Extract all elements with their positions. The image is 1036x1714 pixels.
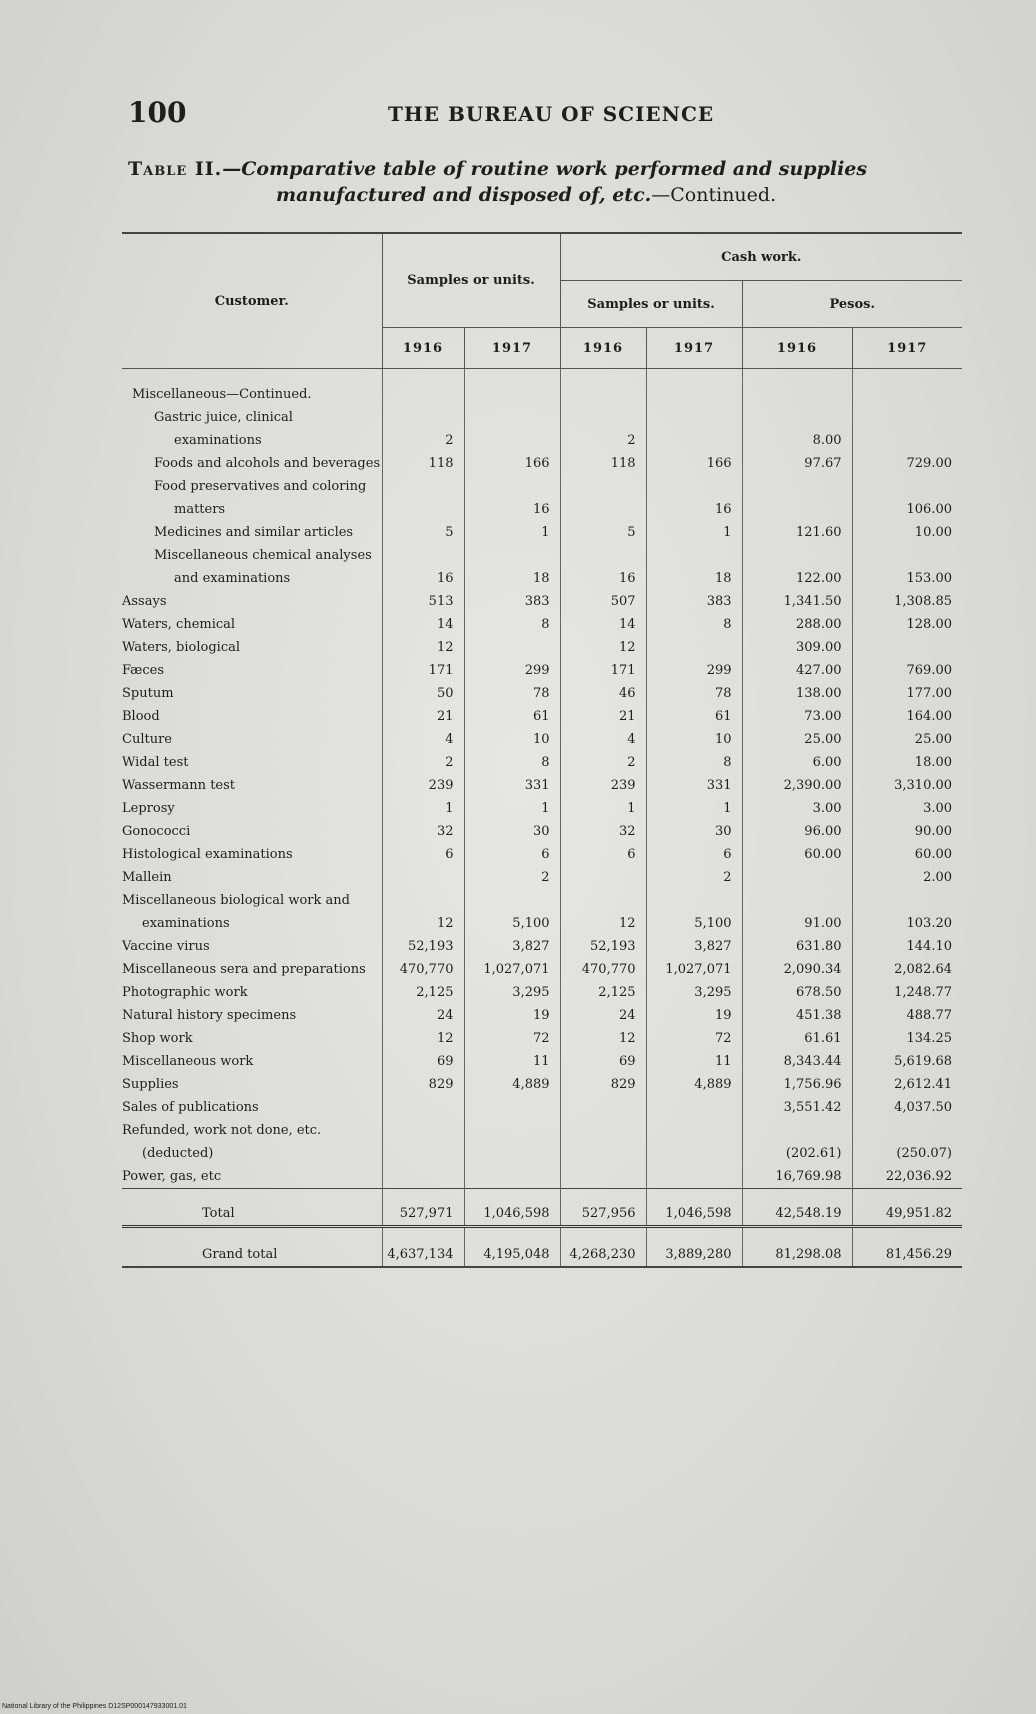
grand-total-row-value: 81,298.08	[742, 1227, 852, 1268]
row-value: 166	[464, 452, 560, 475]
header-year: 1917	[852, 328, 962, 369]
row-value: 106.00	[852, 475, 962, 521]
table-row	[122, 590, 962, 613]
total-row-value: 527,971	[382, 1189, 464, 1227]
row-value: 2	[464, 866, 560, 889]
table-row	[122, 1050, 962, 1073]
row-value: 61.61	[742, 1027, 852, 1050]
row-value	[560, 1165, 646, 1189]
row-value: 171	[382, 659, 464, 682]
table-row	[122, 544, 962, 590]
row-value: 69	[382, 1050, 464, 1073]
row-value: 3,827	[646, 935, 742, 958]
row-value: 103.20	[852, 889, 962, 935]
row-value: 1,027,071	[646, 958, 742, 981]
row-value: 488.77	[852, 1004, 962, 1027]
row-value	[382, 369, 464, 407]
row-value	[560, 369, 646, 407]
row-value: 16	[646, 475, 742, 521]
row-value: 3,827	[464, 935, 560, 958]
grand-total-row-value: 81,456.29	[852, 1227, 962, 1268]
row-value	[560, 866, 646, 889]
row-label: Natural history specimens	[122, 1008, 297, 1023]
row-value: 10	[464, 728, 560, 751]
row-value: 2,125	[382, 981, 464, 1004]
row-value: 12	[560, 889, 646, 935]
row-value: 6	[464, 843, 560, 866]
table-row	[122, 1165, 962, 1189]
caption-line-1: —Comparative table of routine work performed and supplies	[222, 158, 868, 180]
table-row	[122, 820, 962, 843]
table-row	[122, 981, 962, 1004]
row-value: 16	[382, 544, 464, 590]
table-row	[122, 369, 962, 407]
table-label: Table II.	[128, 158, 223, 180]
row-value: 1	[464, 797, 560, 820]
row-value: 12	[382, 636, 464, 659]
row-value	[560, 1119, 646, 1165]
row-value: 21	[560, 705, 646, 728]
grand-total-row-value: 3,889,280	[646, 1227, 742, 1268]
row-value: 164.00	[852, 705, 962, 728]
row-value: 1	[646, 797, 742, 820]
header-year: 1916	[382, 328, 464, 369]
row-value: 1,308.85	[852, 590, 962, 613]
row-value	[742, 866, 852, 889]
row-value: 144.10	[852, 935, 962, 958]
table-row	[122, 843, 962, 866]
row-value: 2,090.34	[742, 958, 852, 981]
row-value: 2	[382, 751, 464, 774]
row-label: Culture	[122, 732, 172, 747]
row-label: Wassermann test	[122, 778, 236, 793]
row-value: 829	[382, 1073, 464, 1096]
row-value: 383	[464, 590, 560, 613]
row-value: 769.00	[852, 659, 962, 682]
row-value: 5,100	[464, 889, 560, 935]
grand-total-row-label: Grand total	[122, 1227, 382, 1268]
row-value: 177.00	[852, 682, 962, 705]
row-value: 1	[382, 797, 464, 820]
row-value: 331	[646, 774, 742, 797]
row-value: 470,770	[560, 958, 646, 981]
row-value	[560, 475, 646, 521]
row-value: 121.60	[742, 521, 852, 544]
row-value	[852, 369, 962, 407]
row-value: 5,100	[646, 889, 742, 935]
row-label: Leprosy	[122, 801, 175, 816]
row-value: 11	[646, 1050, 742, 1073]
row-label: Gastric juice, clinical examinations	[154, 410, 293, 448]
grand-total-row-value: 4,637,134	[382, 1227, 464, 1268]
row-value: 18.00	[852, 751, 962, 774]
row-label: Miscellaneous biological work and examinations	[122, 893, 350, 931]
row-value	[646, 636, 742, 659]
header-year: 1917	[464, 328, 560, 369]
row-value: 3,551.42	[742, 1096, 852, 1119]
row-value: 10	[646, 728, 742, 751]
caption-suffix: —Continued.	[651, 184, 777, 206]
row-value: 72	[646, 1027, 742, 1050]
row-label: Shop work	[122, 1031, 193, 1046]
row-value: 2	[646, 866, 742, 889]
row-value: 6	[560, 843, 646, 866]
grand-total-row-value: 4,195,048	[464, 1227, 560, 1268]
row-value: 118	[382, 452, 464, 475]
row-value: 1,341.50	[742, 590, 852, 613]
row-value: 288.00	[742, 613, 852, 636]
row-value: 3,295	[464, 981, 560, 1004]
table-row	[122, 452, 962, 475]
row-label: Miscellaneous sera and preparations	[122, 962, 366, 977]
row-value: 383	[646, 590, 742, 613]
row-label: Waters, biological	[122, 640, 241, 655]
row-value: 30	[646, 820, 742, 843]
row-value: 19	[646, 1004, 742, 1027]
row-label: Refunded, work not done, etc. (deducted)	[122, 1123, 322, 1161]
row-value: 18	[464, 544, 560, 590]
table-row	[122, 774, 962, 797]
row-value	[560, 1096, 646, 1119]
table-row	[122, 636, 962, 659]
table-row	[122, 935, 962, 958]
table-row	[122, 1073, 962, 1096]
row-value	[852, 636, 962, 659]
row-value	[464, 369, 560, 407]
table-row	[122, 705, 962, 728]
row-value: 3.00	[852, 797, 962, 820]
library-stamp: National Library of the Philippines D12SP000147933001.01	[2, 1703, 187, 1710]
row-label: Sputum	[122, 686, 174, 701]
row-value	[382, 1165, 464, 1189]
row-value: 8	[646, 751, 742, 774]
table-row	[122, 866, 962, 889]
row-value: (202.61)	[742, 1119, 852, 1165]
row-value	[464, 406, 560, 452]
row-value	[382, 866, 464, 889]
row-value: 14	[560, 613, 646, 636]
row-value: 14	[382, 613, 464, 636]
row-value: 97.67	[742, 452, 852, 475]
row-value: 4,889	[646, 1073, 742, 1096]
row-value: 12	[560, 1027, 646, 1050]
row-value: 5	[382, 521, 464, 544]
row-label: Vaccine virus	[122, 939, 210, 954]
row-label: Sales of publications	[122, 1100, 259, 1115]
row-value: 90.00	[852, 820, 962, 843]
table-row	[122, 1027, 962, 1050]
row-label: Gonococci	[122, 824, 191, 839]
row-value: 10.00	[852, 521, 962, 544]
table-body	[122, 369, 962, 1268]
row-value: 2,125	[560, 981, 646, 1004]
row-value	[464, 1165, 560, 1189]
row-value: 4	[560, 728, 646, 751]
row-value: 331	[464, 774, 560, 797]
row-label: Photographic work	[122, 985, 248, 1000]
row-value: 5	[560, 521, 646, 544]
row-value: 18	[646, 544, 742, 590]
row-value: 78	[646, 682, 742, 705]
row-value: 2	[560, 406, 646, 452]
row-value: 631.80	[742, 935, 852, 958]
row-value: 128.00	[852, 613, 962, 636]
row-value	[382, 1096, 464, 1119]
header-cash-samples: Samples or units.	[560, 281, 742, 328]
header-samples: Samples or units.	[382, 233, 560, 328]
total-row-value: 49,951.82	[852, 1189, 962, 1227]
row-value: 122.00	[742, 544, 852, 590]
row-value: 46	[560, 682, 646, 705]
row-value: 171	[560, 659, 646, 682]
row-value: 21	[382, 705, 464, 728]
row-value: 1,756.96	[742, 1073, 852, 1096]
row-value: 25.00	[742, 728, 852, 751]
header-year: 1916	[742, 328, 852, 369]
header-pesos: Pesos.	[742, 281, 962, 328]
row-value	[646, 369, 742, 407]
row-value: 52,193	[382, 935, 464, 958]
row-value: 427.00	[742, 659, 852, 682]
row-value: 138.00	[742, 682, 852, 705]
row-value: 299	[464, 659, 560, 682]
table-row	[122, 1119, 962, 1165]
row-value	[742, 369, 852, 407]
row-value: 12	[382, 889, 464, 935]
row-label: Foods and alcohols and beverages	[154, 456, 381, 471]
row-value: 6	[382, 843, 464, 866]
grand-total-row-value: 4,268,230	[560, 1227, 646, 1268]
row-label: Food preservatives and coloring matters	[154, 479, 367, 517]
row-value	[646, 1165, 742, 1189]
row-label: Assays	[122, 594, 167, 609]
row-value: 2.00	[852, 866, 962, 889]
row-value: 1,027,071	[464, 958, 560, 981]
row-label: Miscellaneous—Continued.	[132, 387, 312, 402]
row-value: 16,769.98	[742, 1165, 852, 1189]
row-value	[464, 1119, 560, 1165]
row-label: Supplies	[122, 1077, 179, 1092]
total-row-value: 1,046,598	[646, 1189, 742, 1227]
row-value: 507	[560, 590, 646, 613]
row-value	[646, 406, 742, 452]
row-value: 50	[382, 682, 464, 705]
row-value: 60.00	[742, 843, 852, 866]
row-value: 829	[560, 1073, 646, 1096]
row-value: 52,193	[560, 935, 646, 958]
grand-total-row	[122, 1227, 962, 1268]
row-label: Fæces	[122, 663, 165, 678]
row-value: 134.25	[852, 1027, 962, 1050]
table-header	[122, 233, 962, 369]
table-row	[122, 475, 962, 521]
row-label: Widal test	[122, 755, 189, 770]
row-label: Mallein	[122, 870, 172, 885]
row-value	[742, 475, 852, 521]
row-value: 8	[464, 751, 560, 774]
row-value: 5,619.68	[852, 1050, 962, 1073]
row-value: 12	[382, 1027, 464, 1050]
table-row	[122, 958, 962, 981]
row-value: 2,390.00	[742, 774, 852, 797]
row-value: 470,770	[382, 958, 464, 981]
header-customer: Customer.	[122, 233, 382, 369]
row-value: 69	[560, 1050, 646, 1073]
running-title: THE BUREAU OF SCIENCE	[388, 102, 715, 126]
header-year: 1917	[646, 328, 742, 369]
row-label: Medicines and similar articles	[154, 525, 354, 540]
row-value: 513	[382, 590, 464, 613]
row-value: 3,295	[646, 981, 742, 1004]
row-value: 4,889	[464, 1073, 560, 1096]
page-number: 100	[128, 96, 187, 129]
row-value: 32	[560, 820, 646, 843]
table-row	[122, 406, 962, 452]
total-row	[122, 1189, 962, 1227]
table-row	[122, 889, 962, 935]
row-value: 24	[560, 1004, 646, 1027]
row-value: 60.00	[852, 843, 962, 866]
total-row-value: 1,046,598	[464, 1189, 560, 1227]
row-value: 2,082.64	[852, 958, 962, 981]
row-value	[382, 475, 464, 521]
row-value: 1	[560, 797, 646, 820]
total-row-value: 42,548.19	[742, 1189, 852, 1227]
row-value: 6	[646, 843, 742, 866]
row-value: 61	[464, 705, 560, 728]
row-value: 678.50	[742, 981, 852, 1004]
row-value: 118	[560, 452, 646, 475]
row-value: 4,037.50	[852, 1096, 962, 1119]
total-row-value: 527,956	[560, 1189, 646, 1227]
table-row	[122, 1096, 962, 1119]
row-label: Histological examinations	[122, 847, 293, 862]
row-value: 153.00	[852, 544, 962, 590]
row-value: 73.00	[742, 705, 852, 728]
row-value: 239	[560, 774, 646, 797]
row-value	[464, 636, 560, 659]
row-label: Miscellaneous work	[122, 1054, 254, 1069]
row-value: 729.00	[852, 452, 962, 475]
table-caption	[128, 156, 968, 208]
row-value	[646, 1096, 742, 1119]
header-cash-work: Cash work.	[560, 233, 962, 281]
table-row	[122, 751, 962, 774]
row-value: 2	[560, 751, 646, 774]
row-value: 2,612.41	[852, 1073, 962, 1096]
table-row	[122, 659, 962, 682]
row-value: 1,248.77	[852, 981, 962, 1004]
row-value: 32	[382, 820, 464, 843]
row-value: 16	[464, 475, 560, 521]
row-value: 8	[464, 613, 560, 636]
row-value: 22,036.92	[852, 1165, 962, 1189]
caption-line-2: manufactured and disposed of, etc.	[276, 184, 652, 206]
row-value: 2	[382, 406, 464, 452]
header-year: 1916	[560, 328, 646, 369]
row-value: 309.00	[742, 636, 852, 659]
row-value: (250.07)	[852, 1119, 962, 1165]
row-value	[464, 1096, 560, 1119]
row-value	[852, 406, 962, 452]
table-row	[122, 797, 962, 820]
row-value: 96.00	[742, 820, 852, 843]
row-value: 78	[464, 682, 560, 705]
row-value: 1	[464, 521, 560, 544]
row-value: 451.38	[742, 1004, 852, 1027]
row-value: 25.00	[852, 728, 962, 751]
row-value: 12	[560, 636, 646, 659]
row-value: 24	[382, 1004, 464, 1027]
row-value: 8,343.44	[742, 1050, 852, 1073]
data-table	[122, 232, 962, 1268]
total-row-label: Total	[122, 1189, 382, 1227]
row-value	[646, 1119, 742, 1165]
row-value: 3.00	[742, 797, 852, 820]
table-row	[122, 613, 962, 636]
row-value: 3,310.00	[852, 774, 962, 797]
row-value: 299	[646, 659, 742, 682]
page-header	[128, 96, 928, 136]
row-value: 8.00	[742, 406, 852, 452]
row-label: Blood	[122, 709, 160, 724]
table-row	[122, 1004, 962, 1027]
row-value	[382, 1119, 464, 1165]
row-value: 6.00	[742, 751, 852, 774]
table-row	[122, 728, 962, 751]
row-value: 30	[464, 820, 560, 843]
row-value: 8	[646, 613, 742, 636]
row-label: Miscellaneous chemical analyses and examinations	[154, 548, 372, 586]
row-value: 72	[464, 1027, 560, 1050]
row-label: Power, gas, etc	[122, 1169, 222, 1184]
row-value: 16	[560, 544, 646, 590]
row-value: 19	[464, 1004, 560, 1027]
table-row	[122, 521, 962, 544]
row-value: 91.00	[742, 889, 852, 935]
row-value: 239	[382, 774, 464, 797]
row-label: Waters, chemical	[122, 617, 236, 632]
row-value: 4	[382, 728, 464, 751]
row-value: 1	[646, 521, 742, 544]
row-value: 61	[646, 705, 742, 728]
row-value: 166	[646, 452, 742, 475]
table-row	[122, 682, 962, 705]
row-value: 11	[464, 1050, 560, 1073]
